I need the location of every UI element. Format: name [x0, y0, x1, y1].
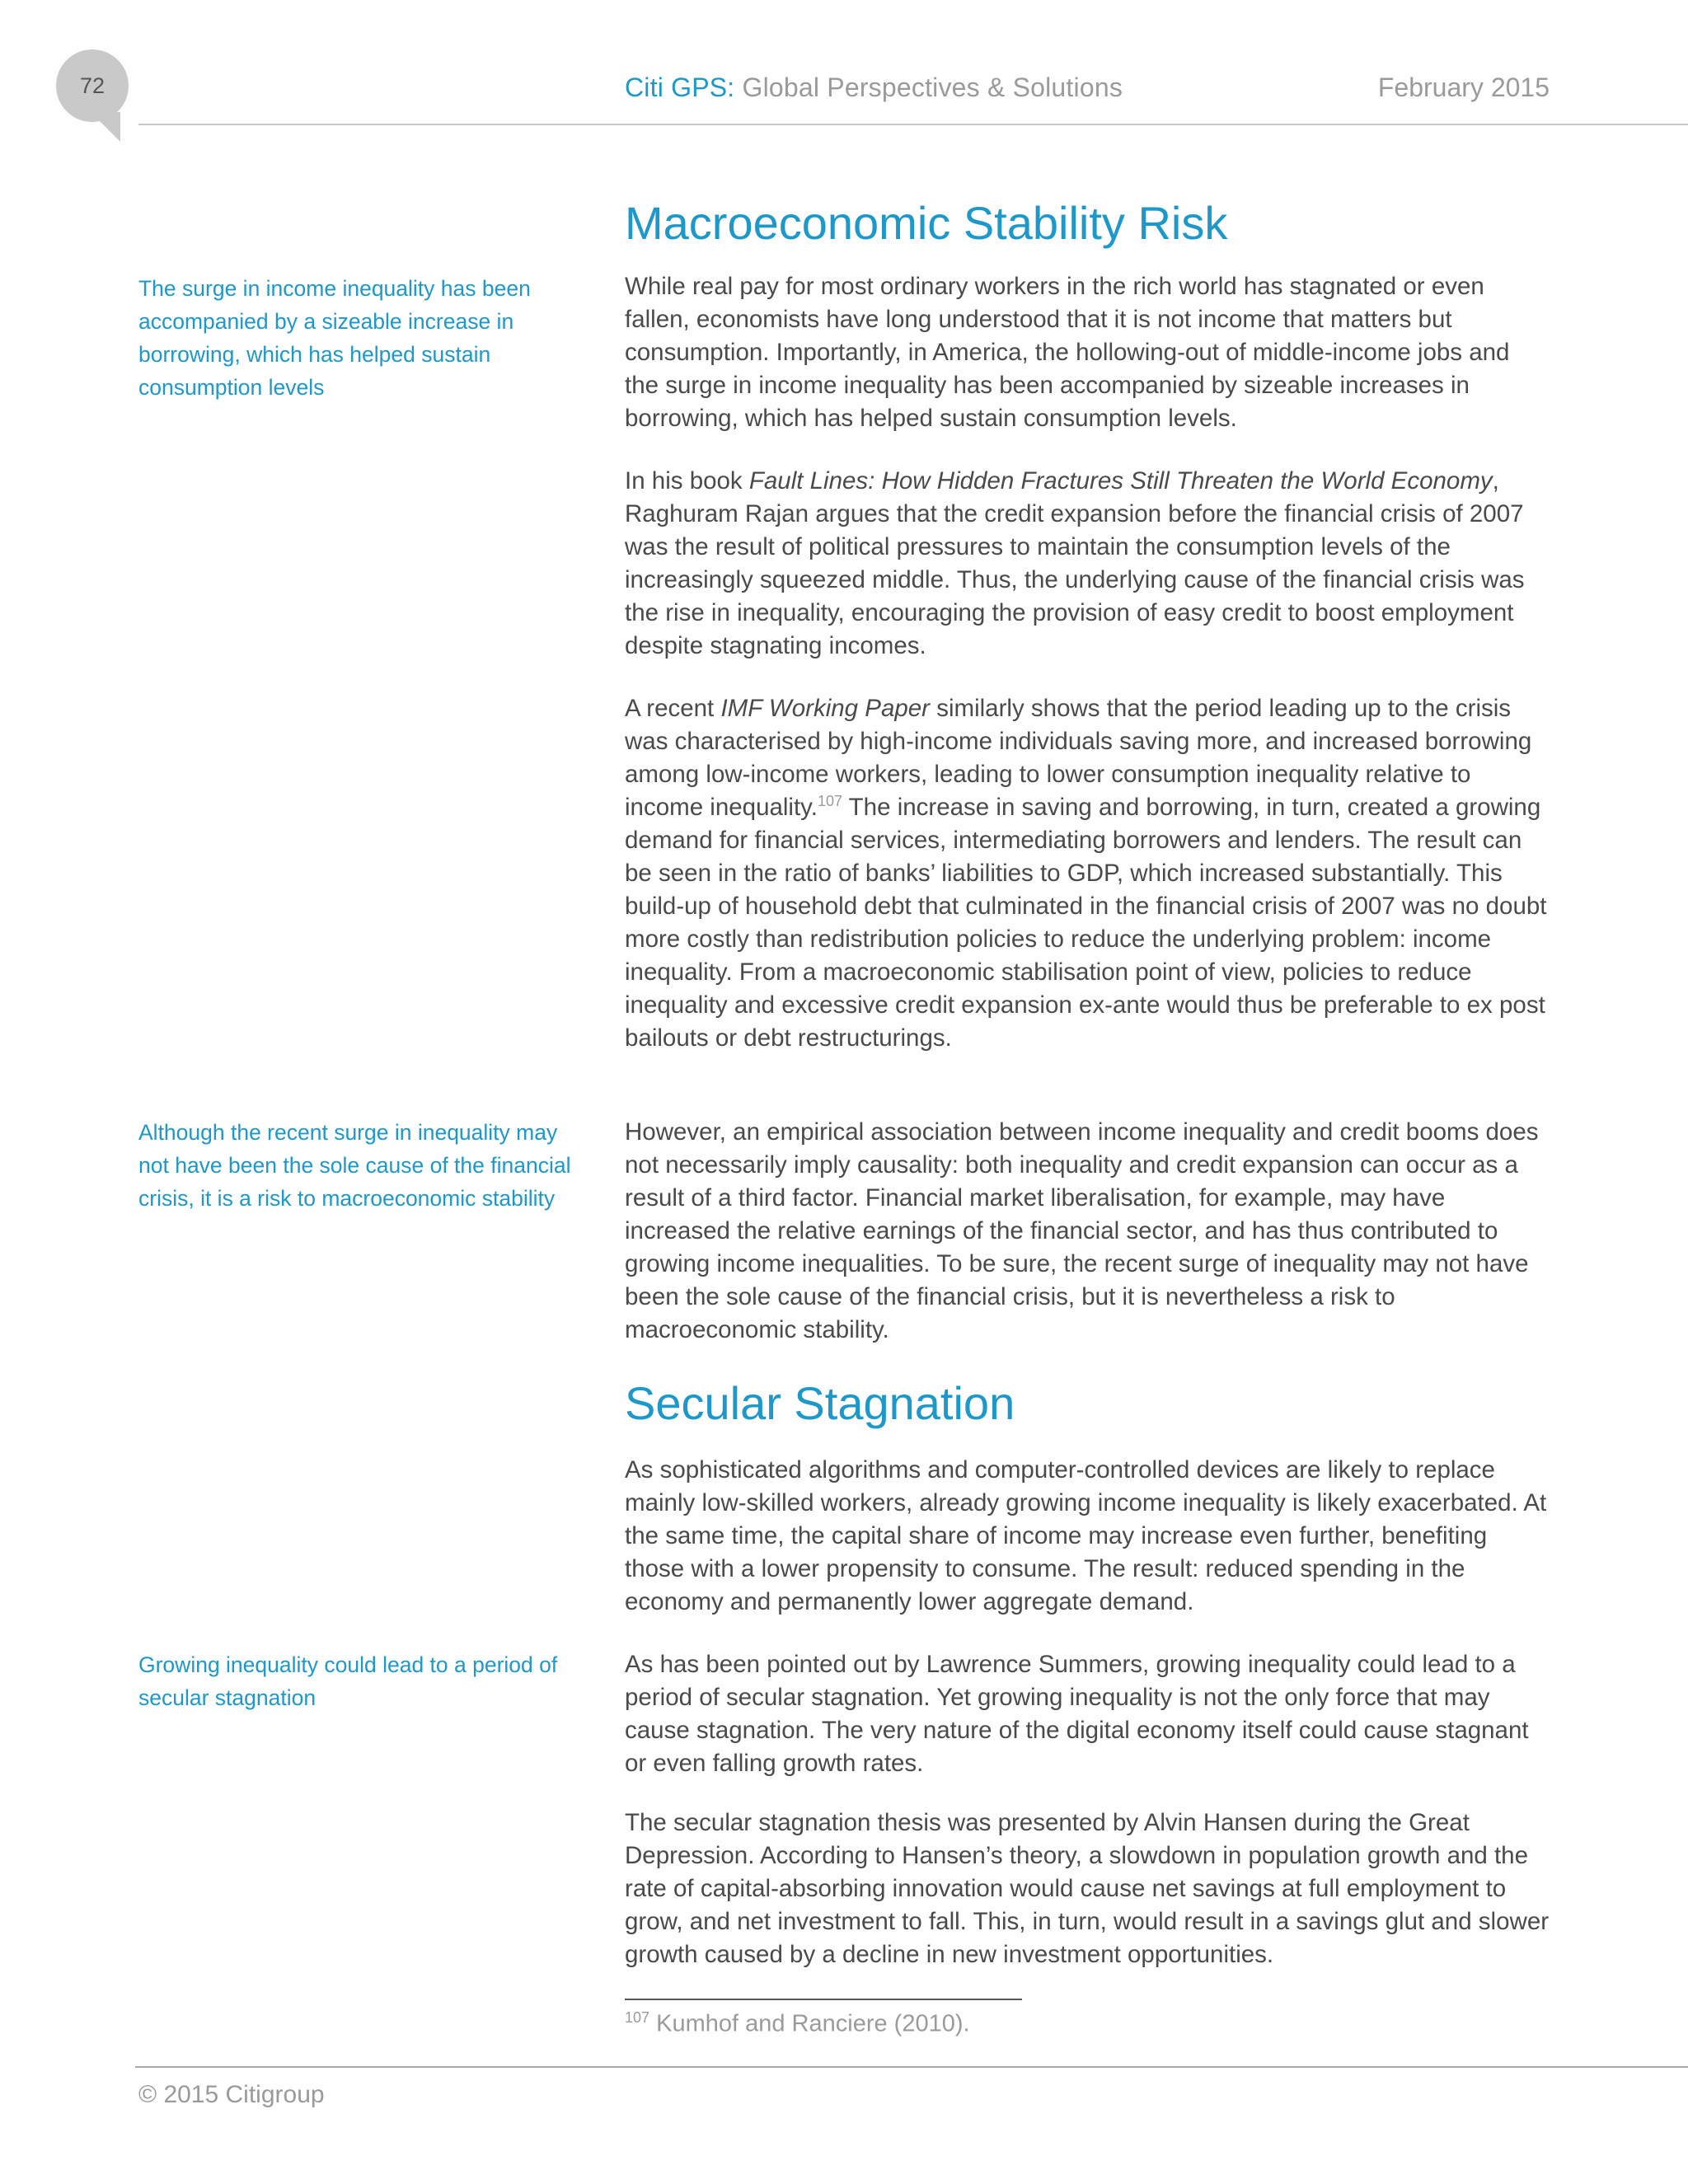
paragraph-2-intro: In his book [625, 467, 749, 494]
paragraph-3-intro: A recent [625, 695, 721, 722]
header-divider [138, 124, 1688, 125]
sidenote-secular-stagnation: Growing inequality could lead to a period of secular stagnation [138, 1652, 558, 1710]
footnote-number: 107 [625, 2009, 650, 2026]
paragraph-6: As has been pointed out by Lawrence Summers, growing inequality could lead to a period of secular stagnation. Yet growing inequality is not the only force that may cause stagnation. The very nature of the digital economy itself could cause stagnant or even falling growth rates. [625, 1651, 1529, 1777]
paragraph-2-body: , Raghuram Rajan argues that the credit expansion before the financial crisis of 2007 was the result of political pressures to maintain the consumption levels of the increasingly squeezed middle. Thus, the underlying cause of the financial crisis was the rise in inequality, encouraging the provision of easy credit to boost employment despite stagnating incomes. [625, 467, 1525, 659]
publication-subtitle: Global Perspectives & Solutions [742, 73, 1123, 102]
section-heading-macroeconomic: Macroeconomic Stability Risk [625, 197, 1228, 249]
paper-title: IMF Working Paper [720, 695, 930, 722]
paragraph-5: As sophisticated algorithms and computer-controlled devices are likely to replace mainly low-skilled workers, already growing income inequality is likely exacerbated. At the same time, the capital share of income may increase even further, benefiting those with a lower propensity to consume. The result: reduced spending in the economy and permanently lower aggregate demand. [625, 1456, 1547, 1615]
brand-name: Citi GPS: [625, 73, 735, 102]
page-number-badge [56, 49, 129, 122]
book-title: Fault Lines: How Hidden Fractures Still Threaten the World Economy [748, 467, 1493, 494]
footer-divider [135, 2066, 1688, 2068]
paragraph-7: The secular stagnation thesis was presented by Alvin Hansen during the Great Depression. According to Hansen’s theory, a slowdown in population growth and the rate of capital-absorbing innovation would cause net savings at full employment to grow, and net investment to fall. This, in turn, would result in a savings glut and slower growth caused by a decline in new investment opportunities. [625, 1809, 1550, 1968]
sidenote-financial-crisis: Although the recent surge in inequality may not have been the sole cause of the financial crisis, it is a risk to macroeconomic stability [138, 1120, 571, 1211]
paragraph-3 [625, 692, 1550, 1055]
copyright-notice: © 2015 Citigroup [138, 2081, 325, 2108]
paragraph-2 [625, 465, 1550, 663]
section-heading-secular-stagnation: Secular Stagnation [625, 1377, 1015, 1429]
footnote [625, 2009, 970, 2038]
paragraph-4: However, an empirical association between income inequality and credit booms does not necessarily imply causality: both inequality and credit expansion can occur as a result of a third factor. Financial market liberalisation, for example, may have increased the relative earnings of the financial sector, and has thus contributed to growing income inequalities. To be sure, the recent surge of inequality may not have been the sole cause of the financial crisis, but it is nevertheless a risk to macroeconomic stability. [625, 1118, 1539, 1343]
publication-date: February 2015 [1377, 73, 1550, 102]
page-number: 72 [79, 73, 106, 98]
footnote-reference[interactable]: 107 [817, 793, 842, 810]
footnote-divider [625, 1999, 1022, 2000]
paragraph-3-body: similarly shows that the period leading up to the crisis was characterised by high-income individuals saving more, and increased borrowing among low-income workers, leading to lower consumption inequality relative to income inequality. [625, 695, 1532, 821]
page-number-badge-tail [91, 112, 120, 142]
paragraph-1: While real pay for most ordinary workers in the rich world has stagnated or even fallen, economists have long understood that it is not income that matters but consumption. Importantly, in America, the hollowing-out of middle-income jobs and the surge in income inequality has been accompanied by sizeable increases in borrowing, which has helped sustain consumption levels. [625, 273, 1510, 432]
sidenote-borrowing: The surge in income inequality has been accompanied by a sizeable increase in borrowing, which has helped sustain consumption levels [138, 276, 531, 400]
footnote-text: Kumhof and Ranciere (2010). [649, 2010, 970, 2037]
paragraph-3-rest: The increase in saving and borrowing, in turn, created a growing demand for financial services, intermediating borrowers and lenders. The result can be seen in the ratio of banks’ liabilities to GDP, which increased substantially. This build-up of household debt that culminated in the financial crisis of 2007 was no doubt more costly than redistribution policies to reduce the underlying problem: income inequality. From a macroeconomic stabilisation point of view, policies to reduce inequality and excessive credit expansion ex-ante would thus be preferable to ex post bailouts or debt restructurings. [625, 794, 1547, 1052]
publication-title [625, 73, 1123, 103]
